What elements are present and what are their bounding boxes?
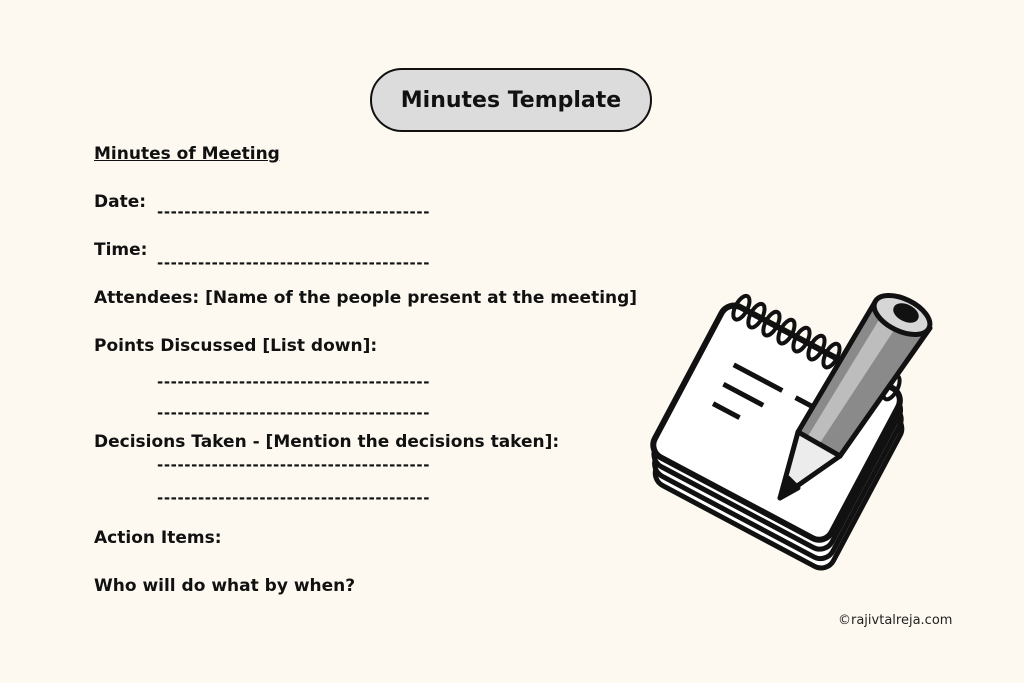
time-blank-line: ---------------------------------------- bbox=[157, 254, 431, 272]
date-blank-line: ---------------------------------------- bbox=[157, 203, 431, 221]
section-heading: Minutes of Meeting bbox=[94, 144, 280, 164]
time-label: Time: bbox=[94, 240, 148, 260]
action-items-label: Action Items: bbox=[94, 528, 222, 548]
page-title: Minutes Template bbox=[370, 68, 652, 132]
who-what-when-label: Who will do what by when? bbox=[94, 576, 356, 596]
decisions-blank-line-2: ---------------------------------------- bbox=[157, 489, 431, 507]
points-blank-line-1: ---------------------------------------- bbox=[157, 373, 431, 391]
copyright-text: ©rajivtalreja.com bbox=[838, 613, 953, 628]
date-label: Date: bbox=[94, 192, 147, 212]
notepad-pencil-icon bbox=[630, 280, 950, 580]
points-blank-line-2: ---------------------------------------- bbox=[157, 404, 431, 422]
points-discussed-label: Points Discussed [List down]: bbox=[94, 336, 378, 356]
decisions-blank-line-1: ---------------------------------------- bbox=[157, 456, 431, 474]
attendees-label: Attendees: [Name of the people present at the meeting] bbox=[94, 288, 638, 308]
decisions-taken-label: Decisions Taken - [Mention the decisions taken]: bbox=[94, 432, 560, 452]
